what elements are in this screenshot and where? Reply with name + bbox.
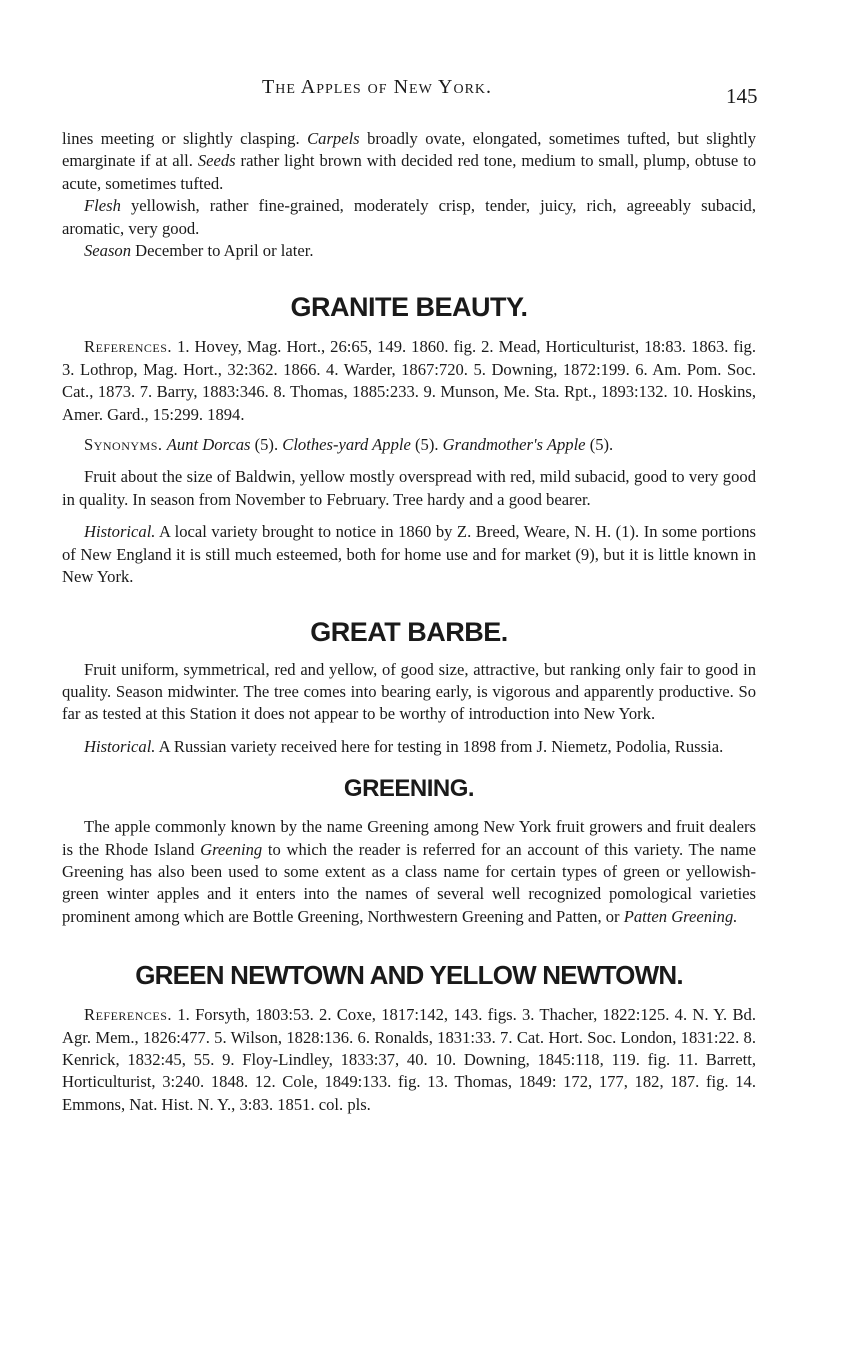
running-title: The Apples of New York.: [262, 76, 493, 98]
synonym-clothes-yard-apple: Clothes-yard Apple: [282, 435, 411, 455]
references-text: 1. Hovey, Mag. Hort., 26:65, 149. 1860. fig. 2. Mead, Horticulturist, 18:83. 1863. fig. 3. Lothrop, Mag. Hort., 32:362. 1866. 4. Warder, 1867:720. 5. Downing, 1872:199. 6. Am. Pom. Soc. Cat., 1873. 7. Barry, 1883:346. 8. Thomas, 1885:233. 9. Munson, Me. Sta. Rpt., 1893:132. 10. Hoskins, Amer. Gard., 15:299. 1894.: [62, 337, 756, 424]
heading-greening: GREENING.: [343, 775, 475, 803]
synonym-aunt-dorcas: Aunt Dorcas: [166, 435, 251, 455]
season-label: Season: [84, 241, 132, 261]
patten-greening-ital: Patten Greening.: [623, 906, 738, 926]
granite-description: Fruit about the size of Baldwin, yellow mostly overspread with red, mild subacid, good to very good in quality. In season from November to February. Tree hardy and a good bearer.: [62, 467, 756, 509]
page-body: [62, 128, 756, 1116]
barbe-historical: [62, 736, 756, 758]
greening-ital: Greening: [200, 839, 263, 859]
intro-text-a: lines meeting or slightly clasping.: [62, 129, 308, 148]
flesh-text: yellowish, rather fine-grained, moderately crisp, tender, juicy, rich, agreeably subacid, aromatic, very good.: [62, 196, 756, 238]
historical-text: A local variety brought to notice in 1860 by Z. Breed, Weare, N. H. (1). In some portions of New England it is still much esteemed, both for home use and for market (9), but it is little known in New York.: [62, 522, 756, 587]
seeds-label: Seeds: [197, 151, 236, 171]
heading-great-barbe: GREAT BARBE.: [310, 616, 508, 647]
synonyms-label: Synonyms.: [84, 435, 163, 455]
greening-paragraph: [62, 816, 756, 928]
historical-label: Historical.: [84, 522, 156, 542]
intro-text-b: broadly ovate, elongated, sometimes tufted, but slightly emarginate if at all.: [62, 129, 756, 171]
historical-text: A Russian variety received here for testing in 1898 from J. Niemetz, Podolia, Russia.: [155, 736, 724, 756]
references-label: References.: [84, 337, 173, 357]
references-label: References.: [84, 1005, 173, 1025]
synonym-ref: (5).: [410, 435, 443, 455]
greening-text-b: to which the reader is referred for an account of this variety. The name Greening has also been used to some extent as a class name for certain types of green or yellowish-green winter apples and it enters into the names of several well recognized pomological varieties prominent among which are Bottle Greening, Northwestern Greening and Patten, or: [62, 839, 756, 926]
flesh-paragraph: [62, 195, 756, 240]
season-text: December to April or later.: [131, 241, 314, 261]
barbe-description: Fruit uniform, symmetrical, red and yellow, of good size, attractive, but ranking only fair to good in quality. Season midwinter. The tree comes into bearing early, is vigorous and apparently productive. So far as tested at this Station it does not appear to be worthy of introduction into New York.: [62, 659, 756, 724]
page-number: 145: [726, 84, 758, 108]
heading-granite-beauty: GRANITE BEAUTY.: [290, 292, 528, 323]
granite-historical: [62, 521, 756, 588]
page-header: [0, 76, 850, 108]
granite-synonyms: [62, 434, 756, 456]
heading-green-newtown: GREEN NEWTOWN AND YELLOW NEWTOWN.: [135, 960, 683, 991]
carpels-label: Carpels: [307, 129, 360, 148]
intro-text-c: rather light brown with decided red tone, medium to small, plump, obtuse to acute, sometimes tufted.: [62, 151, 756, 193]
greening-text-a: The apple commonly known by the name Greening among New York fruit growers and fruit dealers is the Rhode Island: [62, 817, 756, 859]
flesh-label: Flesh: [84, 196, 121, 216]
season-paragraph: [62, 240, 756, 262]
synonym-ref: (5).: [250, 435, 283, 455]
intro-paragraph: [62, 128, 756, 195]
synonym-ref: (5).: [585, 435, 614, 455]
newtown-references: [62, 1004, 756, 1116]
synonym-grandmothers-apple: Grandmother's Apple: [442, 435, 586, 455]
references-text: 1. Forsyth, 1803:53. 2. Coxe, 1817:142, 143. figs. 3. Thacher, 1822:125. 4. N. Y. Bd. Agr. Mem., 1826:477. 5. Wilson, 1828:136. 6. Ronalds, 1831:33. 7. Cat. Hort. Soc. London, 1831:22. 8. Kenrick, 1832:45, 55. 9. Floy-Lindley, 1833:37, 40. 10. Downing, 1845:118, 119. fig. 11. Barrett, Horticulturist, 3:240. 1848. 12. Cole, 1849:133. fig. 13. Thomas, 1849: 172, 177, 182, 187. fig. 14. Emmons, Nat. Hist. N. Y., 3:83. 1851. col. pls.: [62, 1005, 756, 1114]
granite-references: [62, 336, 756, 426]
historical-label: Historical.: [84, 736, 156, 756]
